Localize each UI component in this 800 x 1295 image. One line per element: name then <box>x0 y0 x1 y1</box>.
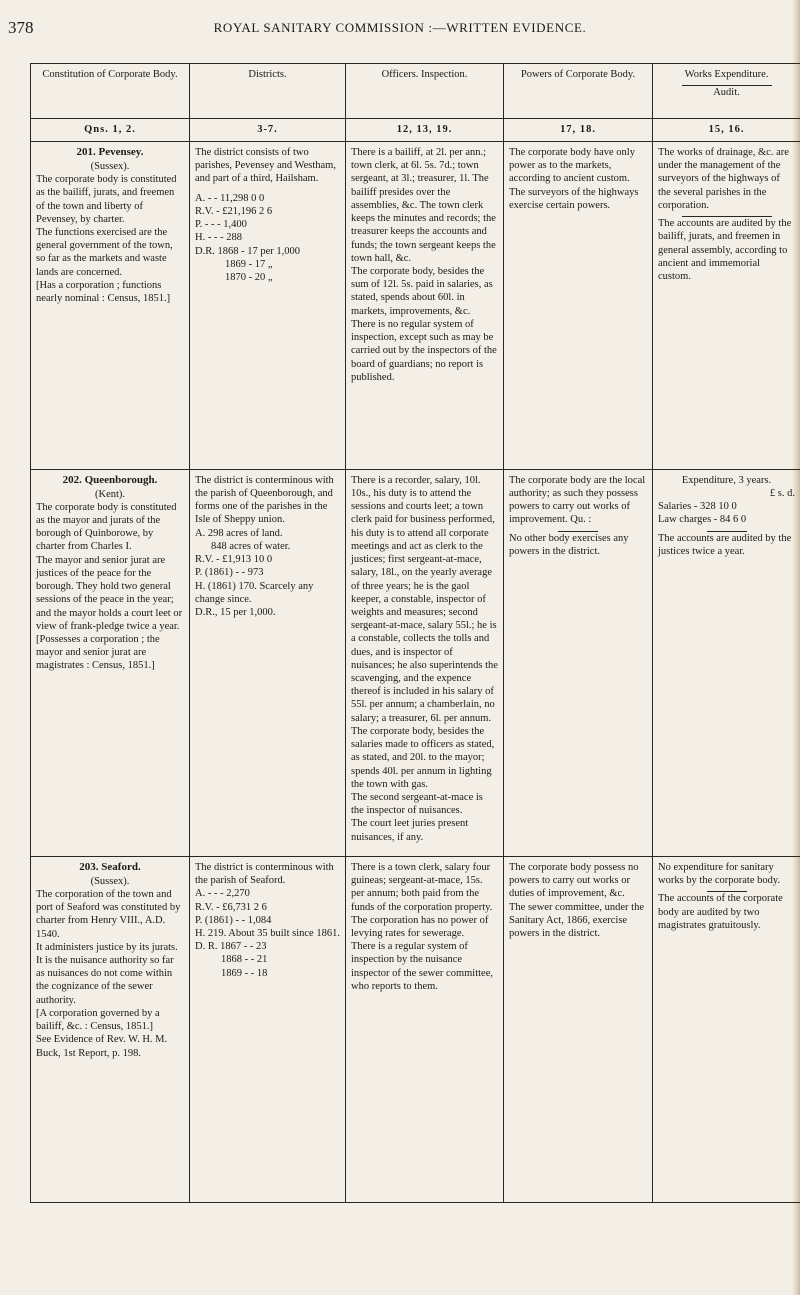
text-line: D. R. 1867 - - 23 <box>195 941 267 953</box>
text-line: The corporation of the town and port of Seaford was constituted by charter from Henry VIII., A.D. 1540. <box>36 888 181 940</box>
text-line: R.V. - £6,731 2 6 <box>195 901 267 913</box>
cell-officers <box>346 469 504 856</box>
cell-works <box>653 142 800 470</box>
text-line: D.R., 15 per 1,000. <box>195 606 276 618</box>
text-line: It is the nuisance authority so far as nuisances do not come within the cognizance of the sewer authority. <box>36 955 174 1006</box>
qref-2: 3-7. <box>190 119 346 142</box>
entry-title: 201. Pevensey. <box>76 146 144 158</box>
colhead-works <box>653 64 800 119</box>
table-row <box>31 469 800 856</box>
text-line: The district consists of two parishes, Pevensey and Westham, and part of a third, Hailsham. <box>195 147 336 185</box>
text-line: The court leet juries present nuisances, if any. <box>351 818 469 843</box>
cell-districts <box>190 856 346 1202</box>
text-line: The accounts of the corporate body are audited by two magistrates gratuitously. <box>658 893 783 931</box>
text-line: [Possesses a corporation ; the mayor and senior jurat are magistrates : Census, 1851.] <box>36 634 160 672</box>
qref-4: 17, 18. <box>504 119 653 142</box>
qref-3: 12, 13, 19. <box>346 119 504 142</box>
text-line: A. - - - 2,270 <box>195 888 250 900</box>
text-line: 1870 - 20 „ <box>225 271 273 283</box>
cell-constitution <box>31 856 190 1202</box>
entry-title: 202. Queenborough. <box>62 473 158 486</box>
text-line: The second sergeant-at-mace is the inspector of nuisances. <box>351 792 483 817</box>
text-line: H. - - - 288 <box>195 232 242 244</box>
text-line: 1868 - - 21 <box>221 954 268 966</box>
text-line: The works of drainage, &c. are under the management of the surveyors of the highways of the several parishes in the corporation. <box>658 147 789 211</box>
text-line: Salaries - 328 10 0 <box>658 501 737 513</box>
text-line: The district is conterminous with the parish of Queenborough, and forms one of the parishes in the Isle of Sheppy union. <box>195 474 334 526</box>
text-line: See Evidence of Rev. W. H. M. Buck, 1st Report, p. 198. <box>36 1034 168 1059</box>
entry-title: 203. Seaford. <box>79 860 141 873</box>
cell-works <box>653 856 800 1202</box>
text-line: The accounts are audited by the justices twice a year. <box>658 532 792 557</box>
qref-5: 15, 16. <box>653 119 800 142</box>
text-line: There is a bailiff, at 2l. per ann.; town clerk, at 6l. 5s. 7d.; town sergeant, at 3l.; treasurer, 1l. The bailiff presides over the assemblies, &c. The town clerk keeps the minutes and records; the treasurer keeps the accounts and funds; the town sergeant keeps the town hall, &c. <box>351 147 496 264</box>
table-row <box>31 856 800 1202</box>
text-line: 848 acres of water. <box>211 540 291 552</box>
text-line: A. 298 acres of land. <box>195 527 283 539</box>
text-line: No other body exercises any powers in the district. <box>509 532 629 557</box>
text-line: The mayor and senior jurat are justices of the peace for the borough. They hold two general sessions of the peace in the year; and the mayor holds a court leet or view of frank-pledge twice a year. <box>36 554 183 632</box>
text-line: Expenditure, 3 years. <box>681 474 772 486</box>
evidence-table <box>30 63 800 1203</box>
text-line: The corporation has no power of levying rates for sewerage. <box>351 914 489 939</box>
text-line: [A corporation governed by a bailiff, &c. : Census, 1851.] <box>36 1007 160 1033</box>
page-number: 378 <box>8 18 34 37</box>
column-headers <box>31 64 800 119</box>
text-line: [Has a corporation ; functions nearly nominal : Census, 1851.] <box>36 279 171 305</box>
colhead-works-title: Works Expenditure. <box>684 69 769 80</box>
colhead-works-sub: Audit. <box>713 87 740 99</box>
table-row <box>31 142 800 470</box>
text-line: There is a regular system of inspection by the nuisance inspector of the sewer committee, who reports to them. <box>351 941 493 992</box>
cell-powers <box>504 856 653 1202</box>
running-head <box>0 0 800 50</box>
text-line: The functions exercised are the general government of the town, so far as the markets and waste lands are concerned. <box>36 226 173 278</box>
cell-powers <box>504 142 653 470</box>
cell-powers <box>504 469 653 856</box>
text-line: There is a recorder, salary, 10l. 10s., his duty is to attend the sessions and courts leet; a town clerk paid for business performed, his duty is to attend all corporate meetings and act as clerk to the justices; first sergeant-at-mace, salary, 18l., on the yearly average of three years; he is the gaol keeper, a constable, inspector of weights and measures; second sergeant-at-mace, salary 55l.; he is a constable, collects the tolls and dues, and is inspector of nuisances; he also superintends the scavenging, and the expence thereof is included in his salary of 55l. per annum; a chamberlain, no salary; a treasurer, 6l. per annum. <box>351 474 498 724</box>
text-line: P. - - - 1,400 <box>195 219 247 231</box>
colhead-powers: Powers of Corporate Body. <box>504 64 653 119</box>
text-line: P. (1861) - - 973 <box>195 567 264 579</box>
entry-county: (Sussex). <box>90 160 130 172</box>
cell-constitution <box>31 142 190 470</box>
cell-works <box>653 469 800 856</box>
text-line: £ s. d. <box>769 487 795 499</box>
entry-county: (Kent). <box>94 488 126 500</box>
text-line: A. - - 11,298 0 0 <box>195 192 265 204</box>
text-line: The corporate body are the local authority; as such they possess powers to carry out works of improvement. Qu. : <box>509 474 646 526</box>
cell-officers <box>346 856 504 1202</box>
text-line: The corporate body have only power as to the markets, according to ancient custom. <box>509 147 635 185</box>
text-line: The surveyors of the highways exercise certain powers. <box>509 186 639 211</box>
colhead-constitution: Constitution of Corporate Body. <box>31 64 190 119</box>
text-line: The corporate body is constituted as the mayor and jurats of the borough of Quinborowe, by charter from Charles I. <box>36 501 177 553</box>
text-line: The district is conterminous with the parish of Seaford. <box>195 861 334 887</box>
text-line: Law charges - 84 6 0 <box>658 514 747 526</box>
cell-districts <box>190 469 346 856</box>
cell-constitution <box>31 469 190 856</box>
text-line: The corporate body, besides the salaries made to officers as stated, as stated, and 20l. to the mayor; spends 40l. per annum in lighting the town with gas. <box>351 725 495 790</box>
text-line: R.V. - £21,196 2 6 <box>195 205 273 217</box>
text-line: 1869 - - 18 <box>221 967 268 979</box>
text-line: D.R. 1868 - 17 per 1,000 <box>195 245 300 257</box>
text-line: 1869 - 17 „ <box>225 258 273 270</box>
text-line: The sewer committee, under the Sanitary Act, 1866, exercise powers in the district. <box>509 901 644 939</box>
text-line: It administers justice by its jurats. <box>36 941 178 953</box>
text-line: H. (1861) 170. Scarcely any change since. <box>195 580 314 605</box>
text-line: The corporate body is constituted as the bailiff, jurats, and freemen of the town and liberty of Pevensey, by charter. <box>36 174 177 225</box>
running-title: ROYAL SANITARY COMMISSION :—WRITTEN EVIDENCE. <box>213 20 587 35</box>
cell-officers <box>346 142 504 470</box>
question-refs <box>31 119 800 142</box>
cell-districts <box>190 142 346 470</box>
text-line: The corporate body, besides the sum of 12l. 5s. paid in salaries, as stated, spends about 60l. in markets, improvements, &c. <box>351 265 493 317</box>
qref-1: Qns. 1, 2. <box>31 119 190 142</box>
colhead-districts: Districts. <box>190 64 346 119</box>
text-line: There is no regular system of inspection, except such as may be carried out by the inspectors of the board of guardians; no report is published. <box>351 318 497 383</box>
text-line: P. (1861) - - 1,084 <box>195 914 272 926</box>
text-line: R.V. - £1,913 10 0 <box>195 554 273 566</box>
text-line: The accounts are audited by the bailiff, jurats, and freemen in general assembly, according to ancient and immemorial custom. <box>658 218 792 282</box>
colhead-officers: Officers. Inspection. <box>346 64 504 119</box>
text-line: The corporate body possess no powers to carry out works or duties of improvement, &c. <box>509 861 639 900</box>
text-line: No expenditure for sanitary works by the corporate body. <box>658 861 781 887</box>
text-line: There is a town clerk, salary four guineas; sergeant-at-mace, 15s. per annum; both paid from the funds of the corporation property. <box>351 861 493 913</box>
text-line: H. 219. About 35 built since 1861. <box>195 927 340 939</box>
entry-county: (Sussex). <box>90 875 130 887</box>
